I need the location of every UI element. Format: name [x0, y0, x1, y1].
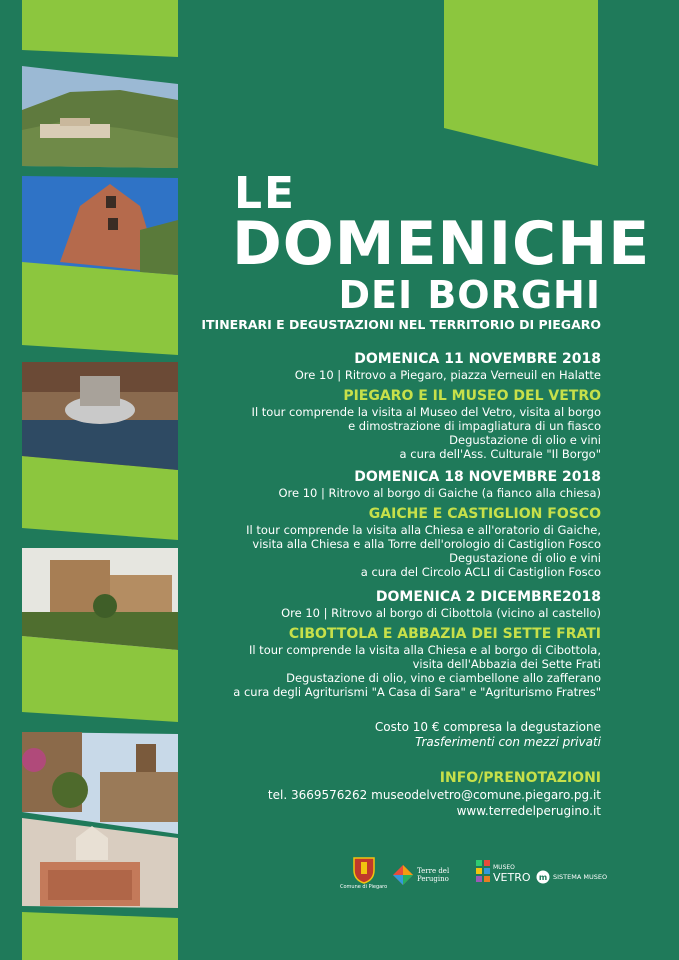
terre-logo: [392, 864, 459, 886]
coat-of-arms-icon: [352, 856, 376, 884]
transport-text: Trasferimenti con mezzi privati: [415, 735, 601, 749]
photo-glass-museum: [22, 362, 178, 470]
cost-block: [375, 720, 601, 750]
diamond-icon: [392, 864, 414, 886]
event-organizer: a cura dell'Ass. Culturale "Il Borgo": [399, 447, 601, 461]
comune-label: Comune di Piegaro: [340, 884, 388, 890]
photo-village-street: [22, 732, 178, 834]
photo-ornate-facade: [22, 818, 178, 908]
info-contact[interactable]: tel. 3669576262 museodelvetro@comune.piegaro.pg.it: [267, 788, 601, 802]
event-description: Il tour comprende la visita alla Chiesa e al borgo di Cibottola,: [248, 643, 601, 657]
sistema-label: SISTEMA MUSEO: [553, 873, 608, 881]
museo-label: MUSEO: [493, 864, 515, 871]
photo-castle: [22, 548, 178, 650]
info-website[interactable]: www.terredelperugino.it: [456, 804, 601, 818]
photo-piegaro-village: [22, 66, 178, 168]
svg-text:m: m: [538, 873, 548, 882]
event-description: e dimostrazione di impagliatura di un fiasco: [348, 419, 601, 433]
green-block: [22, 912, 178, 960]
sistema-museo-logo: [536, 870, 607, 884]
vetro-label: VETRO: [493, 871, 531, 884]
event-date: DOMENICA 18 NOVEMBRE 2018: [354, 469, 601, 485]
title-line-2: DOMENICHE: [232, 209, 651, 279]
sponsor-logos: [330, 850, 630, 900]
glass-grid-icon: [476, 860, 490, 888]
comune-logo: [340, 856, 387, 890]
museo-logo: [476, 860, 531, 888]
event-name: CIBOTTOLA E ABBAZIA DEI SETTE FRATI: [288, 626, 601, 642]
event-organizer: a cura del Circolo ACLI di Castiglion Fosco: [360, 565, 601, 579]
event-tasting: Degustazione di olio, vino e ciambellone allo zafferano: [286, 671, 601, 685]
cost-text: Costo 10 € compresa la degustazione: [374, 720, 601, 734]
event-name: GAICHE E CASTIGLION FOSCO: [368, 506, 601, 522]
event-tasting: Degustazione di olio e vini: [449, 551, 601, 565]
title-line-1: LE: [234, 168, 297, 219]
circle-m-icon: [536, 870, 550, 884]
photo-strip: [0, 0, 200, 960]
green-block: [22, 0, 178, 57]
event-block: [246, 469, 601, 579]
event-organizer: a cura degli Agriturismi "A Casa di Sara" e "Agriturismo Fratres": [233, 685, 601, 699]
event-block: [252, 351, 601, 461]
title-line-3: DEI BORGHI: [338, 273, 601, 317]
event-tasting: Degustazione di olio e vini: [449, 433, 601, 447]
event-date: DOMENICA 11 NOVEMBRE 2018: [354, 351, 601, 367]
info-block: [268, 770, 601, 819]
photo-bell-tower: [22, 176, 178, 275]
subtitle: ITINERARI E DEGUSTAZIONI NEL TERRITORIO DI PIEGARO: [201, 317, 601, 332]
event-description: Il tour comprende la visita alla Chiesa e all'oratorio di Gaiche,: [246, 523, 601, 537]
event-date: DOMENICA 2 DICEMBRE2018: [375, 589, 601, 605]
event-meeting: Ore 10 | Ritrovo a Piegaro, piazza Verneuil en Halatte: [294, 368, 601, 382]
info-heading: INFO/PRENOTAZIONI: [439, 770, 601, 786]
museo-text: [493, 864, 531, 884]
event-meeting: Ore 10 | Ritrovo al borgo di Cibottola (vicino al castello): [281, 606, 601, 620]
event-name: PIEGARO E IL MUSEO DEL VETRO: [343, 388, 601, 404]
terre-label: Terre del Perugino: [417, 867, 450, 883]
event-description: visita dell'Abbazia dei Sette Frati: [412, 657, 601, 671]
event-block: [233, 589, 601, 699]
event-description: Il tour comprende la visita al Museo del Vetro, visita al borgo: [251, 405, 601, 419]
event-meeting: Ore 10 | Ritrovo al borgo di Gaiche (a fianco alla chiesa): [278, 486, 601, 500]
event-description: visita alla Chiesa e alla Torre dell'orologio di Castiglion Fosco: [252, 537, 601, 551]
